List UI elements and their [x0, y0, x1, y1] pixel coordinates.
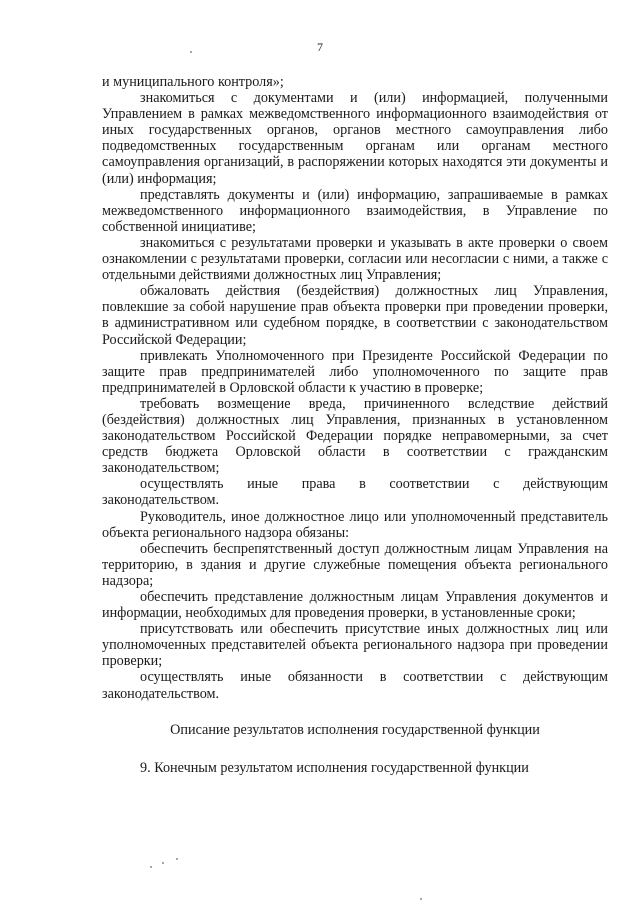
- section-heading: Описание результатов исполнения государственной функции: [170, 721, 540, 738]
- paragraph-right-review-documents: знакомиться с документами и (или) информацией, полученными Управлением в рамках межведомственного информационного взаимодействия от иных государственных органов, органов местного самоуправления либо подведомственных государственным органам или органам местного самоуправления организаций, в распоряжении которых находятся эти документы и (или) информация;: [102, 90, 608, 187]
- scan-speck: [176, 858, 178, 860]
- paragraph-right-appeal: обжаловать действия (бездействия) должностных лиц Управления, повлекшие за собой нарушение прав объекта проверки при проведении проверки, в административном или судебном порядке, в соответствии с законодательством Российской Федерации;: [102, 283, 608, 348]
- paragraph-right-other: осуществлять иные права в соответствии с действующим законодательством.: [102, 476, 608, 509]
- paragraph-continuation: и муниципального контроля»;: [102, 74, 284, 90]
- paragraph-duty-provide-access: обеспечить беспрепятственный доступ должностным лицам Управления на территорию, в здания и другие служебные помещения объекта регионального надзора;: [102, 540, 608, 589]
- scan-speck: [162, 862, 164, 864]
- paragraph-right-review-results: знакомиться с результатами проверки и указывать в акте проверки о своем ознакомлении с результатами проверки, согласии или несогласии с ними, а также с отдельными действиями должностных лиц Управления;: [102, 234, 608, 284]
- paragraph-right-compensation: требовать возмещение вреда, причиненного вследствие действий (бездействия) должностных лиц Управления, признанных в установленном законодательством Российской Федерации порядке неправомерными, за счет средств бюджета Орловской области в соответствии с гражданским законодательством;: [102, 395, 608, 477]
- document-body: [102, 74, 608, 776]
- paragraph-duty-attend: присутствовать или обеспечить присутствие иных должностных лиц или уполномоченных представителей объекта регионального надзора при проведении проверки;: [102, 621, 608, 670]
- page-number: 7: [317, 40, 323, 54]
- paragraph-right-involve-ombudsman: привлекать Уполномоченного при Президенте Российской Федерации по защите прав предпринимателей либо уполномоченного по защите прав предпринимателей в Орловской области к участию в проверке;: [102, 347, 608, 396]
- paragraph-right-submit-documents: представлять документы и (или) информацию, запрашиваемые в рамках межведомственного информационного взаимодействия, в Управление по собственной инициативе;: [102, 186, 608, 235]
- scan-speck: [150, 866, 152, 868]
- scan-speck: [190, 51, 192, 53]
- paragraph-duty-provide-documents: обеспечить представление должностным лицам Управления документов и информации, необходимых для проведения проверки, в установленные сроки;: [102, 589, 608, 622]
- scan-speck: [420, 898, 422, 900]
- paragraph-duty-other: осуществлять иные обязанности в соответствии с действующим законодательством.: [102, 669, 608, 702]
- paragraph-final-result: 9. Конечным результатом исполнения государственной функции: [140, 759, 529, 776]
- paragraph-obligations-intro: Руководитель, иное должностное лицо или уполномоченный представитель объекта регионального надзора обязаны:: [102, 508, 608, 541]
